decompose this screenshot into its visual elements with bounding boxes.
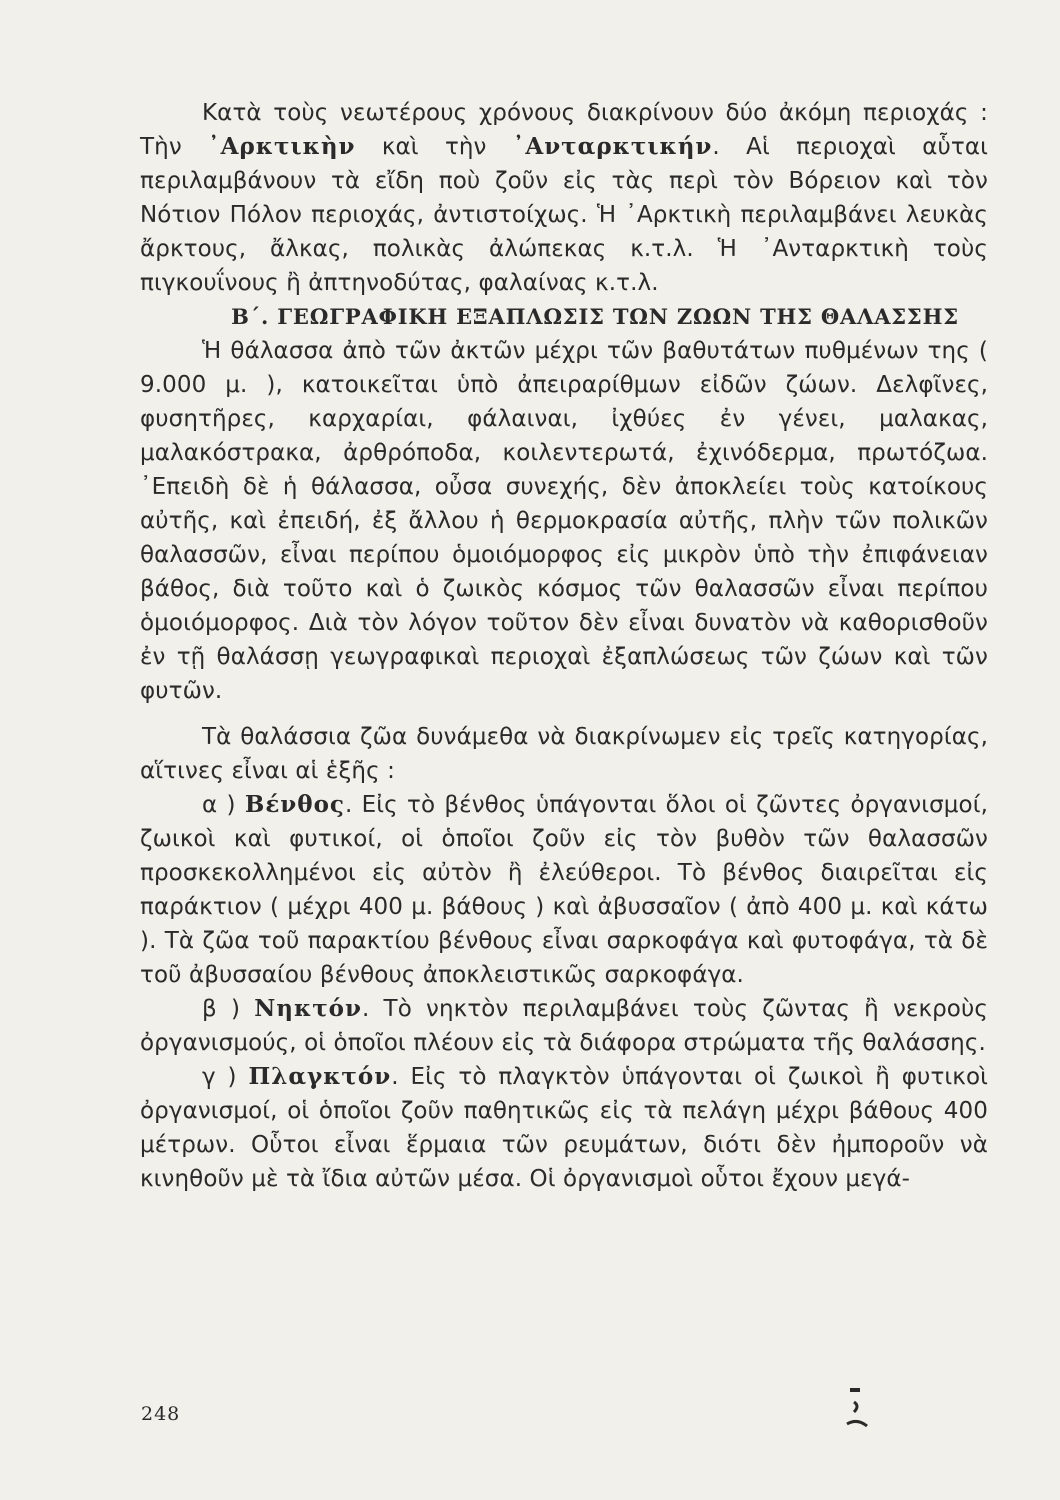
paragraph-distribution: Ἡ θάλασσα ἀπὸ τῶν ἀκτῶν μέχρι τῶν βαθυτάτων πυθμένων της ( 9.000 μ. ), κατοικεῖται ὑπὸ ἀπειραρίθμων εἰδῶν ζώων. Δελφῖνες, φυσητῆρες, καρχαρίαι, φάλαιναι, ἰχθύες ἐν γένει, μαλακας, μαλακόστρακα, ἀρθρόποδα, κοιλεντερωτά, ἐχινόδερμα, πρωτόζωα. ᾿Επειδὴ δὲ ἡ θάλασσα, οὖσα συνεχής, δὲν ἀποκλείει τοὺς κατοίκους αὐτῆς, καὶ ἐπειδή, ἐξ ἄλλου ἡ θερμοκρασία αὐτῆς, πλὴν τῶν πολικῶν θαλασσῶν, εἶναι περίπου ὁμοιόμορφος εἰς μικρὸν ὑπὸ τὴν ἐπιφάνειαν βάθος, διὰ τοῦτο καὶ ὁ ζωικὸς κόσμος τῶν θαλασσῶν εἶναι περίπου ὁμοιόμορφος. Διὰ τὸν λόγον τοῦτον δὲν εἶναι δυνατὸν νὰ καθορισθοῦν ἐν τῇ θαλάσσῃ γεωγραφικαὶ περιοχαὶ ἐξαπλώσεως τῶν ζώων καὶ τῶν φυτῶν. — [140, 338, 988, 704]
paragraph-categories: Τὰ θαλάσσια ζῶα δυνάμεθα νὰ διακρίνωμεν εἰς τρεῖς κατηγορίας, αἵτινες εἶναι αἱ ἑξῆς : — [140, 724, 988, 784]
intro-text-3: . Αἱ περιοχαὶ αὗται περιλαμβάνουν τὰ εἴδη ποὺ ζοῦν εἰς τὰς περὶ τὸν Βόρειον καὶ τὸν Νότιον Πόλον περιοχάς, ἀντιστοίχως. Ἡ ᾿Αρκτικὴ περιλαμβάνει λευκὰς ἄρκτους, ἄλκας, πολικὰς ἀλώπεκας κ.τ.λ. Ἡ ᾿Ανταρκτικὴ τοὺς πιγκουΐνους ἢ ἀπτηνοδύτας, φαλαίνας κ.τ.λ. — [140, 134, 988, 296]
item-marker: β ) — [202, 996, 255, 1022]
list-item-nekton — [140, 992, 988, 1060]
item-text: . Εἰς τὸ πλαγκτὸν ὑπάγονται οἱ ζωικοὶ ἢ φυτικοὶ ὀργανισμοί, οἱ ὁποῖοι ζοῦν παθητικῶς εἰς τὰ πελάγη μέχρι βάθους 400 μέτρων. Οὗτοι εἶναι ἕρμαια τῶν ρευμάτων, διότι δὲν ἠμποροῦν νὰ κινηθοῦν μὲ τὰ ἴδια αὐτῶν μέσα. Οἱ ὀργανισμοὶ οὗτοι ἔχουν μεγά- — [140, 1064, 988, 1192]
item-marker: α ) — [202, 792, 245, 818]
term-arctic: ᾿Αρκτικὴν — [208, 133, 356, 160]
intro-text-1: Κατὰ τοὺς νεωτέρους χρόνους διακρίνουν δύο ἀκόμη περιοχάς : Τὴν — [140, 100, 988, 160]
item-text: . Τὸ νηκτὸν περιλαμβάνει τοὺς ζῶντας ἢ νεκροὺς ὀργανισμούς, οἱ ὁποῖοι πλέουν εἰς τὰ διάφορα στρώματα τῆς θαλάσσης. — [140, 996, 988, 1056]
term-plankton: Πλαγκτόν — [248, 1063, 392, 1090]
item-text: . Εἰς τὸ βένθος ὑπάγονται ὅλοι οἱ ζῶντες ὀργανισμοί, ζωικοὶ καὶ φυτικοί, οἱ ὁποῖοι ζοῦν εἰς τὸν βυθὸν τῶν θαλασσῶν προσκεκολλημένοι εἰς αὐτὸν ἢ ἐλεύθεροι. Τὸ βένθος διαιρεῖται εἰς παράκτιον ( μέχρι 400 μ. βάθους ) καὶ ἀβυσσαῖον ( ἀπὸ 400 μ. καὶ κάτω ). Τὰ ζῶα τοῦ παρακτίου βένθους εἶναι σαρκοφάγα καὶ φυτοφάγα, τὰ δὲ τοῦ ἀβυσσαίου βένθους ἀποκλειστικῶς σαρκοφάγα. — [140, 792, 988, 988]
term-nekton: Νηκτόν — [254, 995, 362, 1022]
page-body — [140, 96, 988, 1196]
signature-mark-icon — [844, 1386, 868, 1432]
term-benthos: Βένθος — [244, 791, 345, 818]
item-marker: γ ) — [202, 1064, 249, 1090]
section-heading: Β΄. ΓΕΩΓΡΑΦΙΚΗ ΕΞΑΠΛΩΣΙΣ ΤΩΝ ΖΩΩΝ ΤΗΣ ΘΑΛΑΣΣΗΣ — [231, 304, 959, 329]
intro-paragraph — [140, 96, 988, 300]
intro-text-2: καὶ τὴν — [355, 134, 513, 160]
list-item-benthos — [140, 788, 988, 992]
term-antarctic: ᾿Ανταρκτικήν — [512, 133, 713, 160]
list-item-plankton — [140, 1060, 988, 1196]
page-number: 248 — [141, 1403, 181, 1425]
